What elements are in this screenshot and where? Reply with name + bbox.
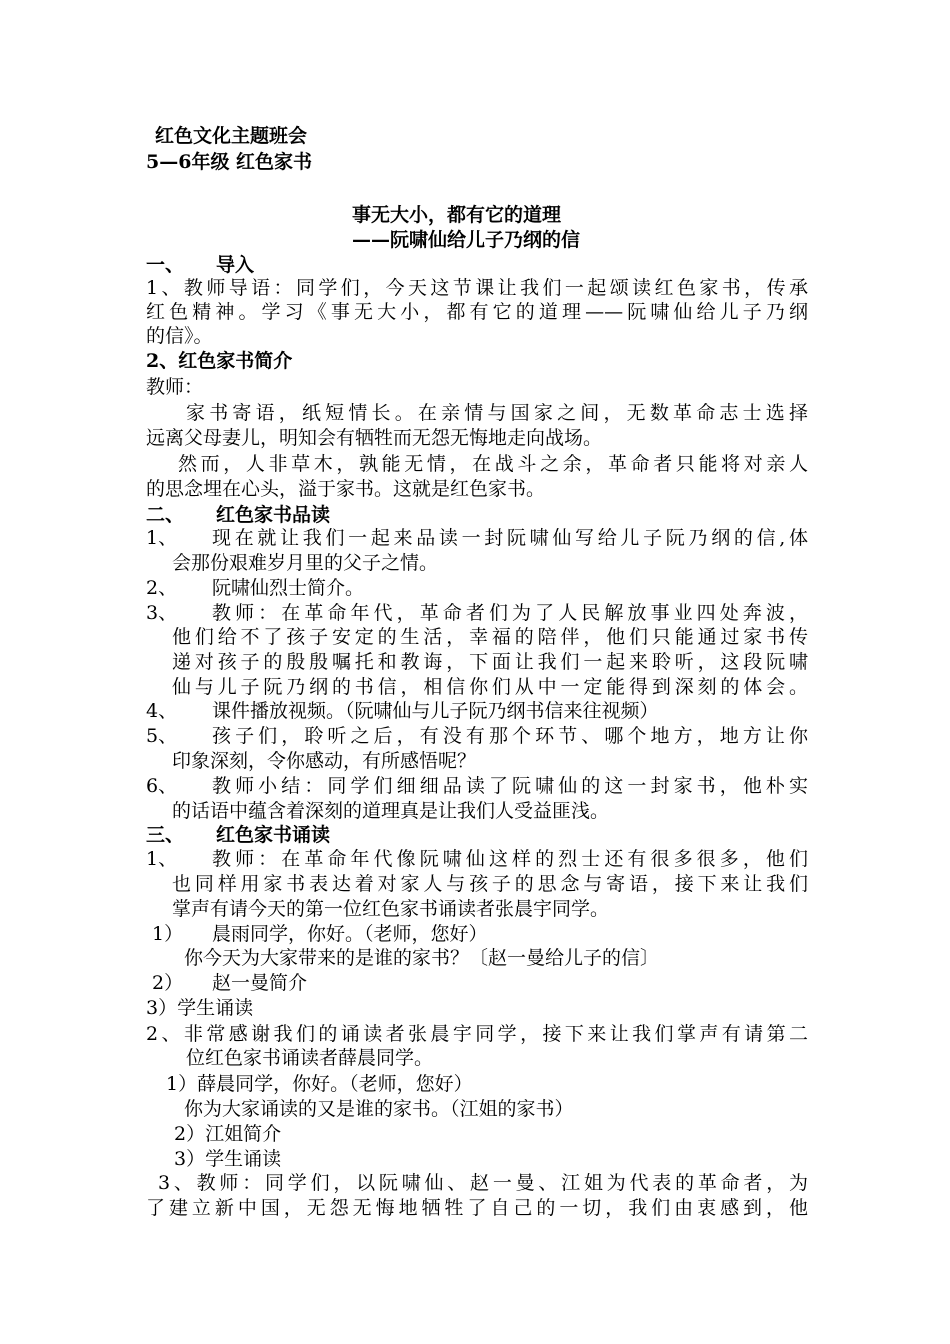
section-number: 二、 [146, 504, 185, 526]
paragraph-line: 1、教师导语：同学们，今天这节课让我们一起颂读红色家书，传承 [146, 277, 808, 299]
list-item-line: 掌声有请今天的第一位红色家书诵读者张晨宇同学。 [172, 898, 610, 920]
list-item-line: 位红色家书诵读者薛晨同学。 [186, 1047, 434, 1069]
sub-item-text: 2）江姐简介 [174, 1123, 282, 1145]
sub-item-followup: 你为大家诵读的又是谁的家书。（江姐的家书） [184, 1098, 574, 1120]
list-item-line: 的话语中蕴含着深刻的道理真是让我们人受益匪浅。 [172, 800, 610, 822]
paragraph-line: 然而，人非草木，孰能无情，在战斗之余，革命者只能将对亲人 [178, 453, 808, 475]
list-item-line: 仙与儿子阮乃纲的书信，相信你们从中一定能得到深刻的体会。 [172, 676, 808, 698]
paragraph-line: 红色精神。学习《事无大小，都有它的道理——阮啸仙给儿子乃纲 [146, 301, 808, 323]
list-item-line: 孩子们，聆听之后，有没有那个环节、哪个地方，地方让你 [212, 725, 808, 747]
sub-item-text: 3）学生诵读 [174, 1148, 282, 1170]
list-item-line: 递对孩子的殷殷嘱托和教诲，下面让我们一起来聆听，这段阮啸 [172, 651, 808, 673]
sub-item-followup: 你今天为大家带来的是谁的家书？〔赵一曼给儿子的信〕 [184, 947, 660, 969]
subsection-heading: 2、红色家书简介 [146, 350, 293, 372]
list-item-number: 5、 [146, 725, 178, 747]
section-number: 一、 [146, 254, 185, 276]
grade-line: 5—6年级 红色家书 [146, 151, 313, 173]
list-item-line: 现在就让我们一起来品读一封阮啸仙写给儿子阮乃纲的信,体 [212, 527, 808, 549]
list-item-line: 3、教师：同学们，以阮啸仙、赵一曼、江姐为代表的革命者，为 [158, 1172, 808, 1194]
list-item-number: 3、 [146, 602, 178, 624]
sub-item-number: 1） [152, 923, 184, 945]
list-item-number: 4、 [146, 700, 178, 722]
list-item-line: 印象深刻，令你感动，有所感悟呢？ [172, 750, 477, 772]
list-item-line: 教师小结：同学们细细品读了阮啸仙的这一封家书，他朴实 [212, 775, 808, 797]
paragraph-line: 远离父母妻儿，明知会有牺牲而无怨无悔地走向战场。 [146, 427, 603, 449]
list-item-line: 课件播放视频。（阮啸仙与儿子阮乃纲书信来往视频） [212, 700, 659, 722]
section-title: 红色家书诵读 [216, 824, 331, 846]
section-number: 三、 [146, 824, 185, 846]
list-item-line: 2、非常感谢我们的诵读者张晨宇同学，接下来让我们掌声有请第二 [146, 1023, 808, 1045]
sub-item-text: 赵一曼简介 [212, 972, 308, 994]
sub-item-text: 晨雨同学，你好。（老师，您好） [212, 923, 488, 945]
letter-title: 事无大小，都有它的道理 [352, 204, 562, 226]
list-item-line: 阮啸仙烈士简介。 [212, 577, 365, 599]
list-item-line: 了建立新中国，无怨无悔地牺牲了自己的一切，我们由衷感到，他 [146, 1197, 808, 1219]
list-item-line: 教师：在革命年代像阮啸仙这样的烈士还有很多很多，他们 [212, 848, 808, 870]
paragraph-line: 家书寄语，纸短情长。在亲情与国家之间，无数革命志士选择 [186, 402, 808, 424]
list-item-number: 6、 [146, 775, 178, 797]
list-item-line: 会那份艰难岁月里的父子之情。 [172, 552, 439, 574]
speaker-label: 教师： [146, 376, 204, 398]
paragraph-line: 的信》。 [146, 325, 213, 347]
sub-item-number: 2） [152, 972, 184, 994]
list-item-line: 他们给不了孩子安定的生活，幸福的陪伴，他们只能通过家书传 [172, 626, 808, 648]
list-item-number: 1、 [146, 527, 178, 549]
document-title: 红色文化主题班会 [155, 125, 308, 147]
sub-item-text: 1）薛晨同学，你好。（老师，您好） [166, 1073, 473, 1095]
paragraph-line: 的思念埋在心头，溢于家书。这就是红色家书。 [146, 478, 546, 500]
section-title: 红色家书品读 [216, 504, 331, 526]
list-item-number: 1、 [146, 848, 178, 870]
list-item-line: 教师：在革命年代，革命者们为了人民解放事业四处奔波， [212, 602, 808, 624]
list-item-number: 2、 [146, 577, 178, 599]
list-item-line: 也同样用家书表达着对家人与孩子的思念与寄语，接下来让我们 [172, 873, 808, 895]
letter-subtitle: ——阮啸仙给儿子乃纲的信 [352, 229, 581, 251]
section-3-heading [146, 822, 330, 848]
sub-item-text: 3）学生诵读 [146, 997, 254, 1019]
section-title: 导入 [216, 254, 255, 276]
